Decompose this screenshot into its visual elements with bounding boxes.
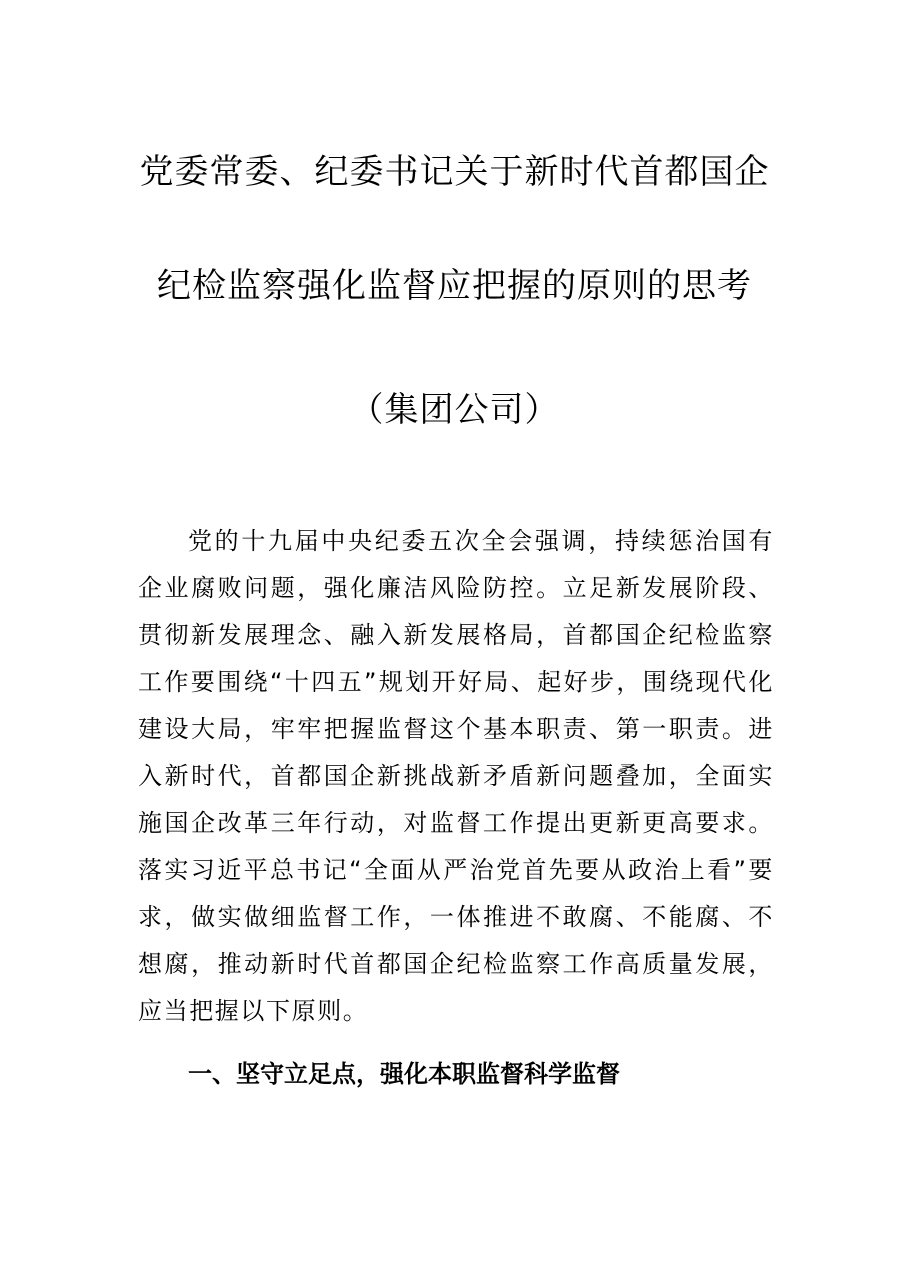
document-title-line-2: 纪检监察强化监督应把握的原则的思考 bbox=[157, 266, 752, 306]
document-title-line-1: 党委常委、纪委书记关于新时代首都国企 bbox=[139, 152, 770, 192]
document-title-line-3: （集团公司） bbox=[349, 390, 560, 430]
section-heading: 一、坚守立足点，强化本职监督科学监督 bbox=[188, 1060, 620, 1088]
body-paragraph: 党的十九届中央纪委五次全会强调，持续惩治国有企业腐败问题，强化廉洁风险防控。立足新发展阶段、贯彻新发展理念、融入新发展格局，首都国企纪检监察工作要围绕“十四五”规划开好局、起好步，围绕现代化建设大局，牢牢把握监督这个基本职责、第一职责。进入新时代，首都国企新挑战新矛盾新问题叠加，全面实施国企改革三年行动，对监督工作提出更新更高要求。落实习近平总书记“全面从严治党首先要从政治上看”要求，做实做细监督工作，一体推进不敢腐、不能腐、不想腐，推动新时代首都国企纪检监察工作高质量发展，应当把握以下原则。 bbox=[138, 527, 774, 1025]
